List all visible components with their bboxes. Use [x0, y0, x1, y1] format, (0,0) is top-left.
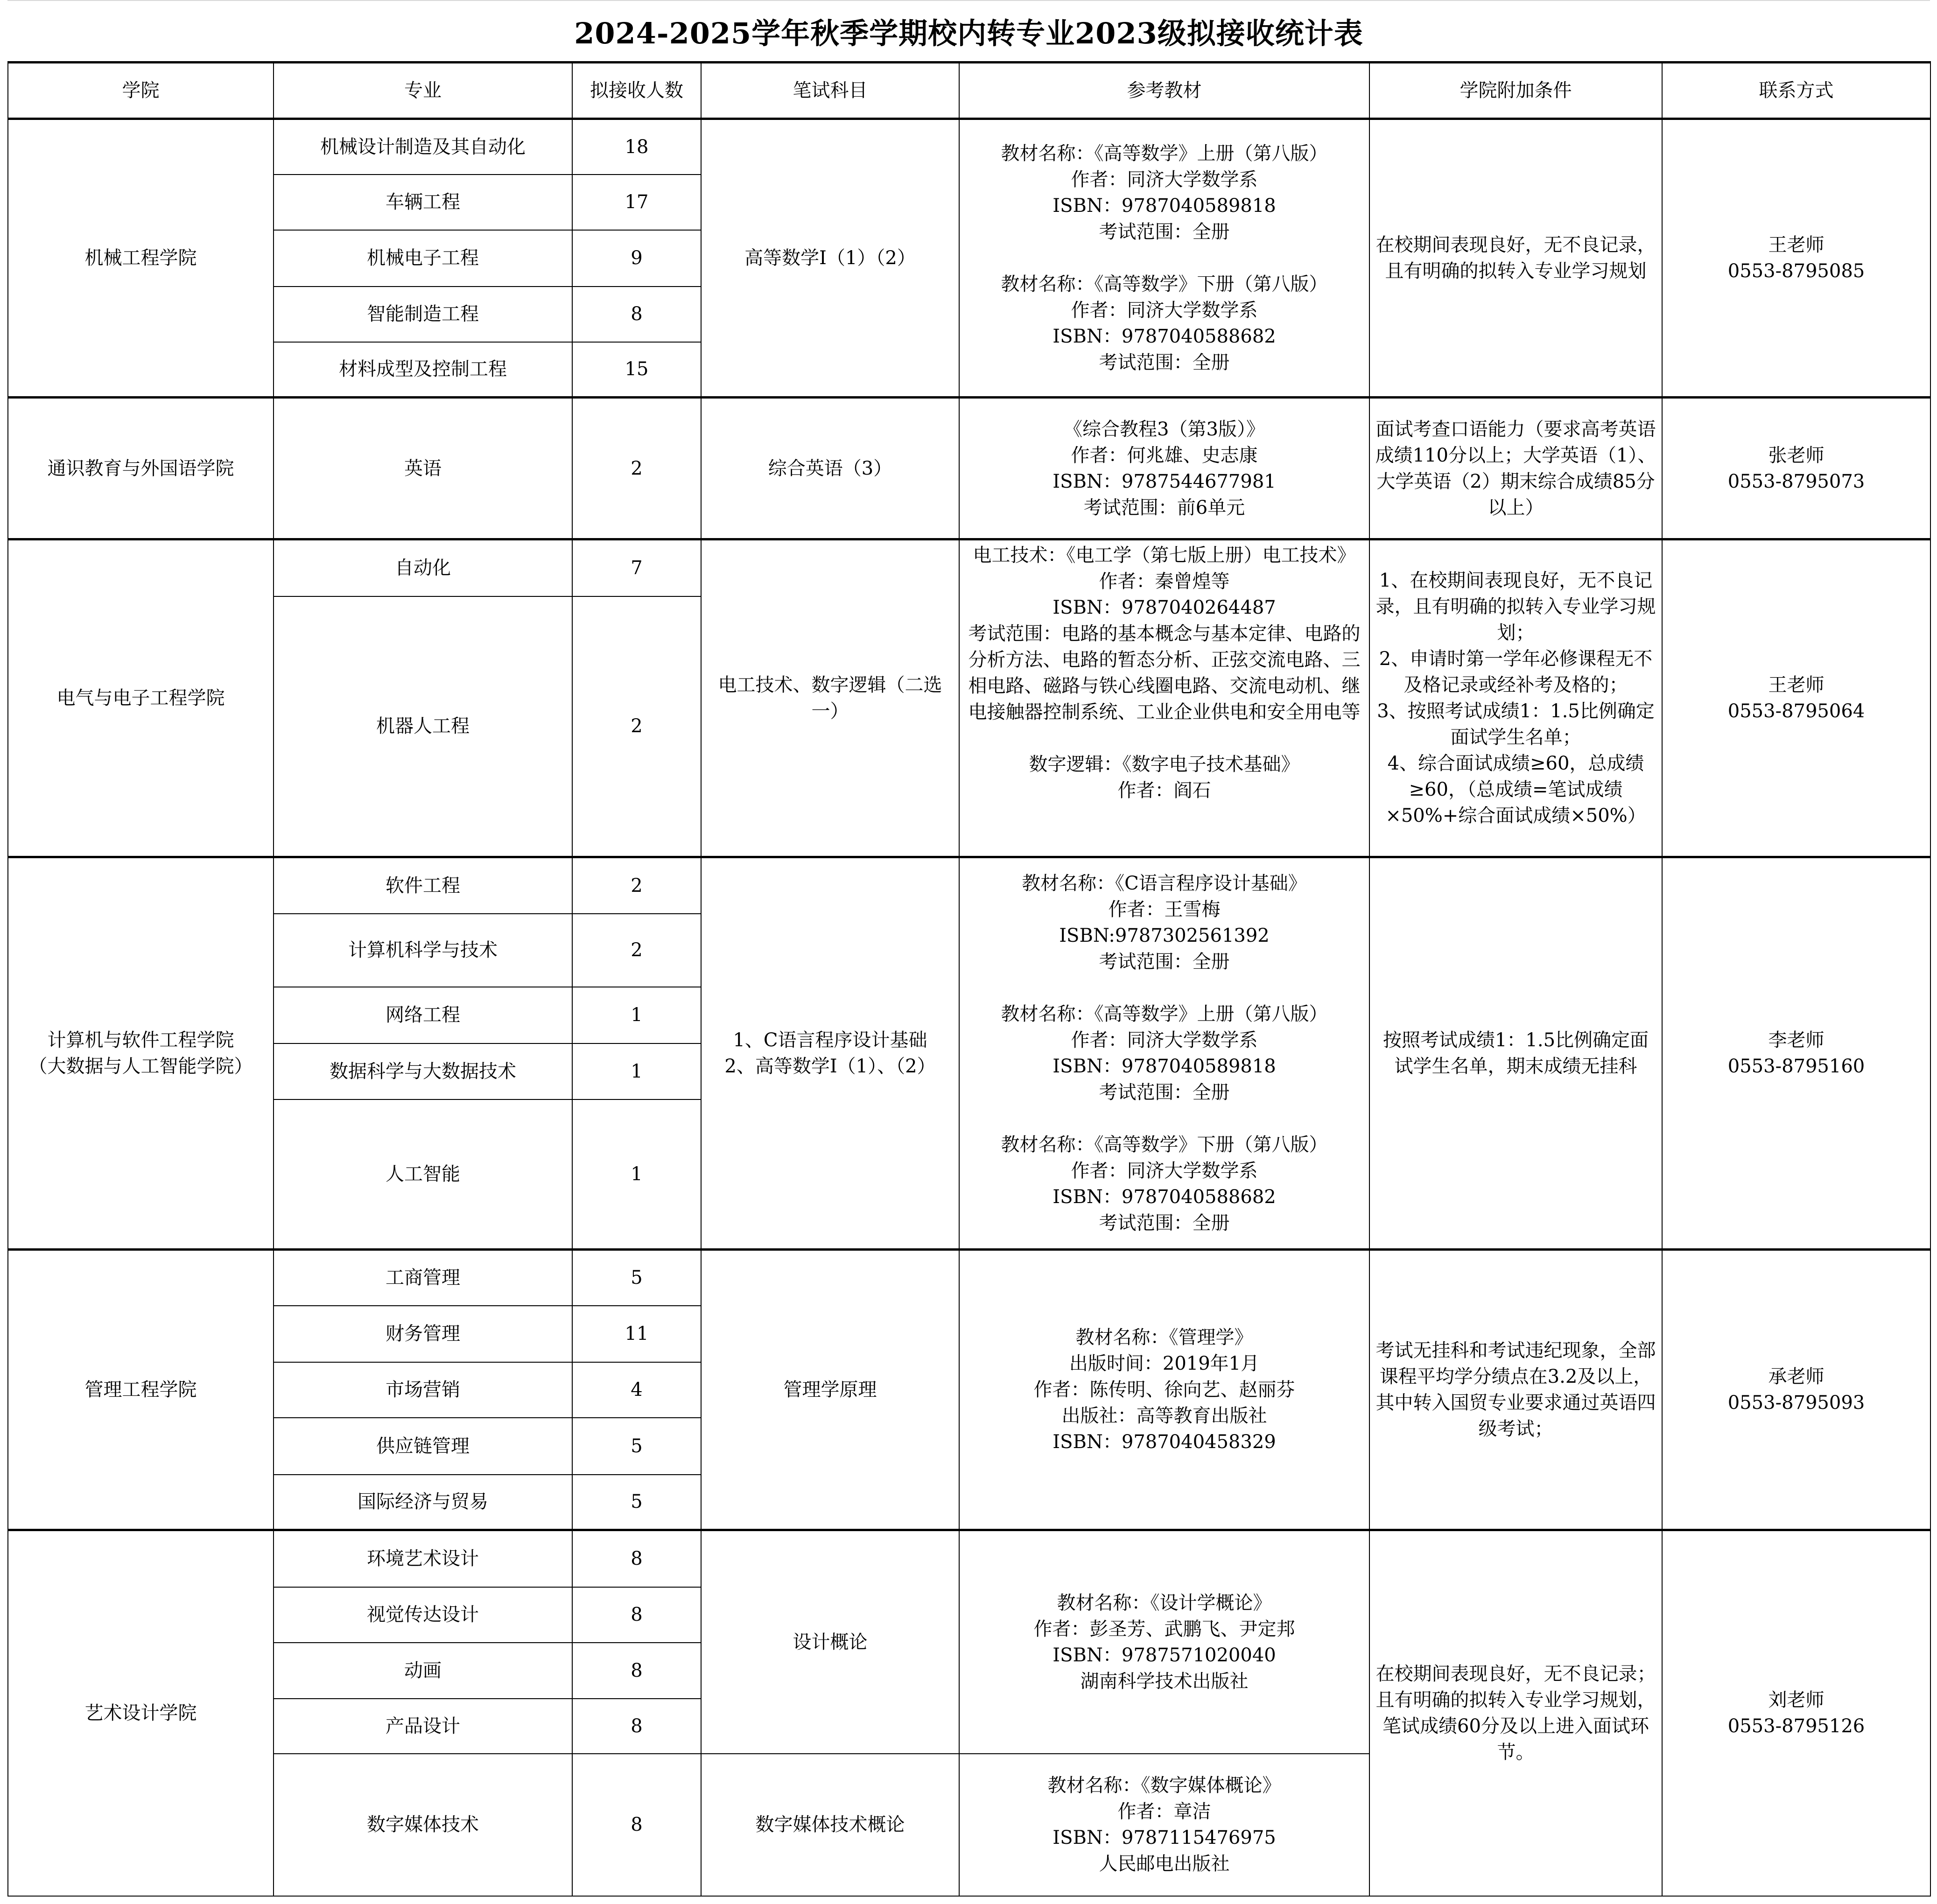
textbook-line: 电工技术：《电工学（第七版上册）电工技术》: [973, 545, 1356, 566]
header-conditions: 学院附加条件: [1369, 63, 1662, 119]
conditions-cell: [1369, 539, 1662, 857]
count-cell: 5: [572, 1475, 701, 1530]
major-cell: 自动化: [274, 539, 572, 596]
major-cell: 市场营销: [274, 1362, 572, 1418]
textbook-cell: [959, 119, 1369, 398]
textbook-line: 人民邮电出版社: [1099, 1853, 1230, 1875]
contact-cell: [1662, 398, 1930, 539]
textbook-line: 教材名称：《设计学概论》: [1057, 1592, 1272, 1614]
contact-phone: 0553-8795093: [1727, 1392, 1865, 1414]
exam-cell: 数字媒体技术概论: [701, 1754, 959, 1896]
count-cell: 5: [572, 1418, 701, 1475]
spacer: [964, 1106, 1364, 1132]
contact-name: 承老师: [1768, 1366, 1825, 1387]
textbook-line: 教材名称：《高等数学》下册（第八版）: [1001, 273, 1328, 295]
textbook-line: ISBN：9787040589818: [1053, 1056, 1276, 1077]
contact-cell: [1662, 1250, 1930, 1530]
major-cell: 英语: [274, 398, 572, 539]
spreadsheet-page: [7, 0, 1930, 1897]
college-name-line: （大数据与人工智能学院）: [28, 1056, 253, 1077]
contact-cell: [1662, 1530, 1930, 1896]
textbook-line: 考试范围：全册: [1099, 1212, 1230, 1234]
contact-phone: 0553-8795064: [1727, 700, 1865, 722]
table-row: [8, 539, 1930, 596]
college-cell: 机械工程学院: [8, 119, 274, 398]
textbook-line: ISBN：9787040458329: [1053, 1431, 1276, 1453]
count-cell: 8: [572, 1587, 701, 1643]
college-cell: 艺术设计学院: [8, 1530, 274, 1896]
count-cell: 8: [572, 1530, 701, 1587]
major-cell: 网络工程: [274, 987, 572, 1043]
exam-line: 1、C语言程序设计基础: [733, 1029, 927, 1051]
count-cell: 1: [572, 1099, 701, 1250]
header-contact: 联系方式: [1662, 63, 1930, 119]
college-name-line: 计算机与软件工程学院: [47, 1029, 234, 1051]
condition-item: 1、在校期间表现良好，无不良记录，且有明确的拟转入专业学习规划；: [1376, 570, 1656, 644]
condition-item: 2、申请时第一学年必修课程无不及格记录或经补考及格的；: [1379, 648, 1653, 696]
contact-phone: 0553-8795126: [1727, 1715, 1865, 1737]
major-cell: 国际经济与贸易: [274, 1475, 572, 1530]
major-cell: 机械电子工程: [274, 230, 572, 287]
count-cell: 8: [572, 1643, 701, 1699]
textbook-line: 教材名称：《高等数学》下册（第八版）: [1001, 1134, 1328, 1155]
textbook-line: ISBN：9787040588682: [1053, 1186, 1276, 1208]
textbook-line: 考试范围：全册: [1099, 951, 1230, 973]
college-cell: [8, 857, 274, 1250]
spacer: [964, 725, 1364, 751]
major-cell: 数字媒体技术: [274, 1754, 572, 1896]
header-count: 拟接收人数: [572, 63, 701, 119]
table-row: [8, 1530, 1930, 1587]
count-cell: 9: [572, 230, 701, 287]
textbook-line: 作者：同济大学数学系: [1071, 300, 1258, 321]
textbook-line: 作者：阎石: [1117, 780, 1211, 801]
table-title: 2024-2025学年秋季学期校内转专业2023级拟接收统计表: [7, 0, 1930, 61]
count-cell: 11: [572, 1306, 701, 1362]
textbook-cell: [959, 539, 1369, 857]
textbook-line: 作者：彭圣芳、武鹏飞、尹定邦: [1033, 1618, 1295, 1640]
textbook-cell: [959, 398, 1369, 539]
textbook-line: 教材名称：《C语言程序设计基础》: [1022, 873, 1307, 894]
textbook-line: ISBN：9787040588682: [1053, 326, 1276, 347]
textbook-line: 作者：秦曾煌等: [1099, 571, 1230, 592]
contact-name: 王老师: [1768, 674, 1825, 696]
exam-cell: 高等数学I（1）（2）: [701, 119, 959, 398]
textbook-line: ISBN：9787040264487: [1053, 597, 1276, 618]
table-row: [8, 398, 1930, 539]
contact-cell: [1662, 539, 1930, 857]
major-cell: 供应链管理: [274, 1418, 572, 1475]
major-cell: 智能制造工程: [274, 287, 572, 342]
contact-cell: [1662, 857, 1930, 1250]
major-cell: 机械设计制造及其自动化: [274, 119, 572, 175]
textbook-line: 作者：同济大学数学系: [1071, 1160, 1258, 1182]
major-cell: 产品设计: [274, 1699, 572, 1754]
contact-phone: 0553-8795085: [1727, 260, 1865, 282]
contact-cell: [1662, 119, 1930, 398]
textbook-line: ISBN：9787040589818: [1053, 195, 1276, 217]
conditions-cell: 在校期间表现良好，无不良记录；且有明确的拟转入专业学习规划，笔试成绩60分及以上进入面试环节。: [1369, 1530, 1662, 1896]
contact-name: 刘老师: [1768, 1689, 1825, 1711]
count-cell: 2: [572, 914, 701, 987]
textbook-cell: [959, 857, 1369, 1250]
spacer: [964, 975, 1364, 1001]
textbook-line: 出版时间：2019年1月: [1069, 1353, 1260, 1374]
header-major: 专业: [274, 63, 572, 119]
conditions-cell: 按照考试成绩1：1.5比例确定面试学生名单，期末成绩无挂科: [1369, 857, 1662, 1250]
major-cell: 数据科学与大数据技术: [274, 1043, 572, 1099]
exam-cell: 电工技术、数字逻辑（二选一）: [701, 539, 959, 857]
contact-name: 王老师: [1768, 234, 1825, 256]
header-college: 学院: [8, 63, 274, 119]
major-cell: 环境艺术设计: [274, 1530, 572, 1587]
contact-phone: 0553-8795160: [1727, 1056, 1865, 1077]
major-cell: 动画: [274, 1643, 572, 1699]
textbook-line: 考试范围：前6单元: [1083, 497, 1245, 518]
count-cell: 5: [572, 1250, 701, 1306]
textbook-line: 数字逻辑：《数字电子技术基础》: [1029, 754, 1300, 775]
table-row: [8, 857, 1930, 914]
textbook-line: 作者：王雪梅: [1108, 899, 1221, 920]
conditions-cell: 在校期间表现良好，无不良记录，且有明确的拟转入专业学习规划: [1369, 119, 1662, 398]
major-cell: 财务管理: [274, 1306, 572, 1362]
textbook-line: 考试范围：全册: [1099, 221, 1230, 243]
table-row: [8, 1250, 1930, 1306]
exam-cell: 设计概论: [701, 1530, 959, 1754]
textbook-line: 考试范围：全册: [1099, 352, 1230, 373]
major-cell: 人工智能: [274, 1099, 572, 1250]
count-cell: 18: [572, 119, 701, 175]
textbook-line: ISBN：9787571020040: [1053, 1644, 1276, 1666]
count-cell: 8: [572, 287, 701, 342]
count-cell: 17: [572, 175, 701, 230]
textbook-line: 教材名称：《高等数学》上册（第八版）: [1001, 1003, 1328, 1025]
contact-phone: 0553-8795073: [1727, 470, 1865, 492]
condition-item: 4、综合面试成绩≥60，总成绩≥60，（总成绩=笔试成绩×50%+综合面试成绩×50%）: [1385, 753, 1646, 826]
textbook-line: 作者：何兆雄、史志康: [1071, 444, 1258, 466]
college-cell: 管理工程学院: [8, 1250, 274, 1530]
textbook-line: 湖南科学技术出版社: [1080, 1670, 1249, 1692]
textbook-line: ISBN:9787302561392: [1059, 925, 1270, 946]
major-cell: 视觉传达设计: [274, 1587, 572, 1643]
contact-name: 张老师: [1768, 444, 1825, 466]
count-cell: 1: [572, 987, 701, 1043]
count-cell: 2: [572, 857, 701, 914]
count-cell: 1: [572, 1043, 701, 1099]
header-row: [8, 63, 1930, 119]
textbook-line: 考试范围：电路的基本概念与基本定律、电路的分析方法、电路的暂态分析、正弦交流电路、三相电路、磁路与铁心线圈电路、交流电动机、继电接触器控制系统、工业企业供电和安全用电等: [968, 623, 1361, 723]
major-cell: 机器人工程: [274, 596, 572, 857]
conditions-cell: 考试无挂科和考试违纪现象，全部课程平均学分绩点在3.2及以上，其中转入国贸专业要求通过英语四级考试；: [1369, 1250, 1662, 1530]
major-cell: 车辆工程: [274, 175, 572, 230]
textbook-line: 《综合教程3（第3版）》: [1064, 418, 1265, 440]
textbook-line: 教材名称：《管理学》: [1075, 1327, 1253, 1348]
major-cell: 计算机科学与技术: [274, 914, 572, 987]
exam-cell: 综合英语（3）: [701, 398, 959, 539]
textbook-line: 教材名称：《数字媒体概论》: [1047, 1775, 1281, 1796]
exam-line: 2、高等数学I（1）、（2）: [724, 1056, 936, 1077]
textbook-line: 作者：陈传明、徐向艺、赵丽芬: [1033, 1379, 1295, 1400]
count-cell: 8: [572, 1699, 701, 1754]
college-cell: 电气与电子工程学院: [8, 539, 274, 857]
major-cell: 工商管理: [274, 1250, 572, 1306]
exam-cell: 管理学原理: [701, 1250, 959, 1530]
textbook-line: ISBN：9787544677981: [1053, 470, 1276, 492]
spacer: [964, 245, 1364, 271]
textbook-cell: [959, 1754, 1369, 1896]
header-exam: 笔试科目: [701, 63, 959, 119]
textbook-cell: [959, 1530, 1369, 1754]
textbook-line: 教材名称：《高等数学》上册（第八版）: [1001, 143, 1328, 164]
textbook-cell: [959, 1250, 1369, 1530]
college-cell: 通识教育与外国语学院: [8, 398, 274, 539]
textbook-line: 作者：同济大学数学系: [1071, 169, 1258, 190]
count-cell: 15: [572, 342, 701, 398]
count-cell: 2: [572, 398, 701, 539]
textbook-line: ISBN：9787115476975: [1053, 1827, 1276, 1848]
header-textbook: 参考教材: [959, 63, 1369, 119]
exam-cell: [701, 857, 959, 1250]
major-cell: 软件工程: [274, 857, 572, 914]
contact-name: 李老师: [1768, 1029, 1825, 1051]
major-cell: 材料成型及控制工程: [274, 342, 572, 398]
conditions-cell: 面试考查口语能力（要求高考英语成绩110分以上；大学英语（1）、大学英语（2）期末综合成绩85分以上）: [1369, 398, 1662, 539]
textbook-line: 考试范围：全册: [1099, 1082, 1230, 1103]
count-cell: 7: [572, 539, 701, 596]
condition-item: 3、按照考试成绩1：1.5比例确定面试学生名单；: [1377, 700, 1655, 748]
textbook-line: 作者：同济大学数学系: [1071, 1029, 1258, 1051]
table-row: [8, 119, 1930, 175]
textbook-line: 出版社：高等教育出版社: [1061, 1405, 1267, 1427]
textbook-line: 作者：章洁: [1117, 1801, 1211, 1822]
transfer-quota-table: [7, 61, 1931, 1897]
count-cell: 4: [572, 1362, 701, 1418]
count-cell: 8: [572, 1754, 701, 1896]
count-cell: 2: [572, 596, 701, 857]
